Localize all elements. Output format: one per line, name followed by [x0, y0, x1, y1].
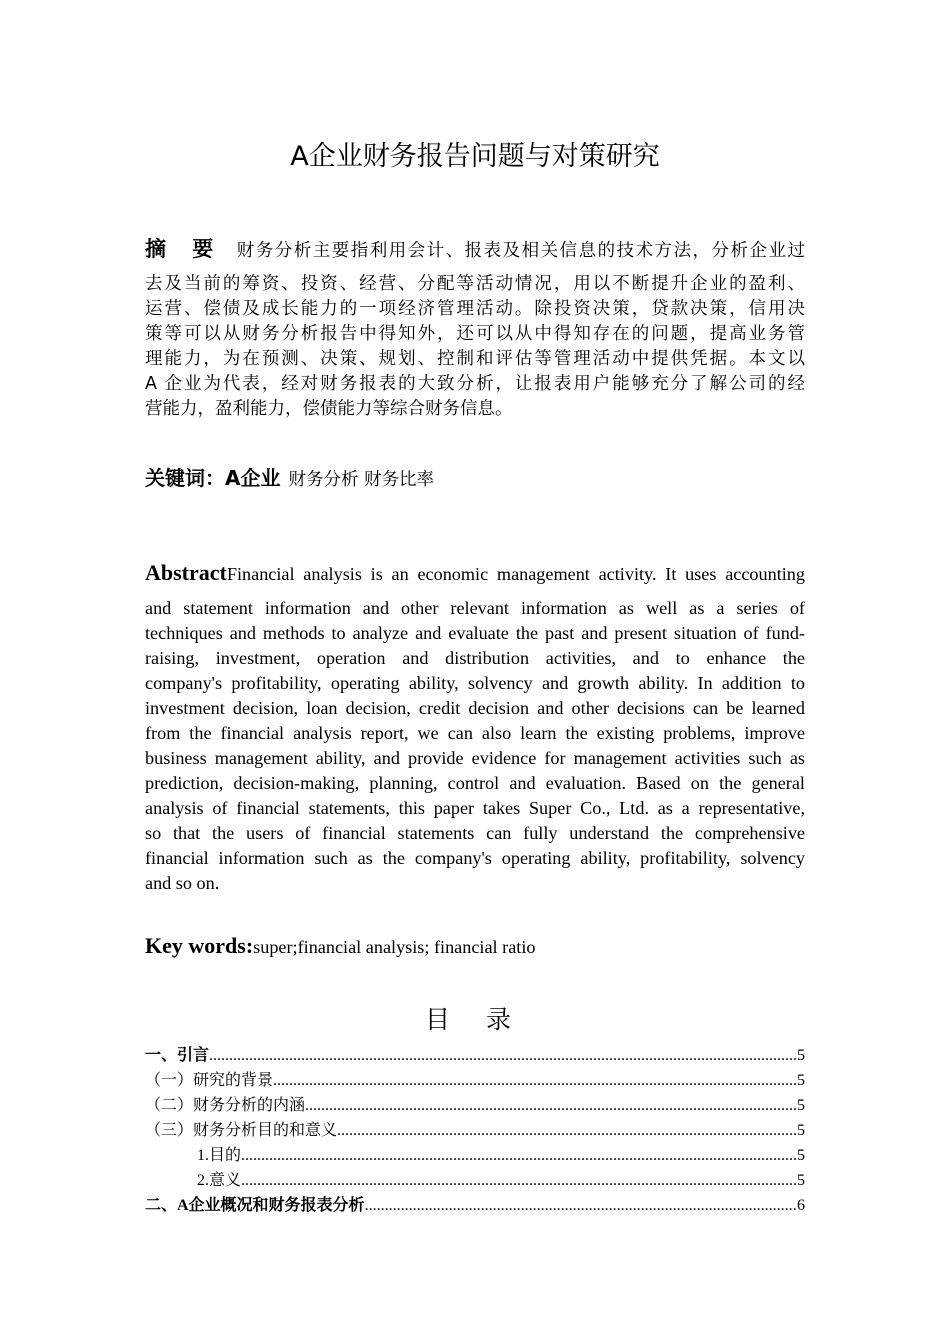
- abstract-cn-line: 摘 要 财务分析主要指利用会计、报表及相关信息的技术方法，分析企业过: [145, 237, 806, 261]
- toc-leader: [365, 1193, 797, 1218]
- abstract-en-line: raising, investment, operation and distribution activities, and to enhance the: [145, 648, 805, 668]
- toc-entry[interactable]: 二、A企业概况和财务报表分析 ..... 6: [145, 1193, 805, 1218]
- abstract-en-heading: Abstract: [145, 560, 227, 585]
- toc-leader: [241, 1168, 797, 1193]
- toc-page: 5: [797, 1097, 805, 1114]
- abstract-en-line: investment decision, loan decision, credit decision and other decisions can be learned: [145, 698, 805, 718]
- keywords-en-value: super;financial analysis; financial ratio: [253, 937, 536, 957]
- toc-entry[interactable]: 2.意义 ..... 5: [145, 1168, 805, 1193]
- toc-leader: [337, 1118, 797, 1143]
- abstract-cn: [145, 237, 805, 422]
- abstract-cn-line: A 企业为代表，经对财务报表的大致分析，让报表用户能够充分了解公司的经: [145, 374, 805, 394]
- toc-entry[interactable]: （一）研究的背景 ..... 5: [145, 1068, 805, 1093]
- toc-entry[interactable]: 一、引言 ..... 5: [145, 1043, 805, 1068]
- document-title: A企业财务报告问题与对策研究: [290, 141, 660, 172]
- abstract-en-line: prediction, decision-making, planning, control and evaluation. Based on the general: [145, 773, 805, 793]
- abstract-cn-line: 策等可以从财务分析报告中得知外，还可以从中得知存在的问题，提高业务管: [145, 324, 805, 344]
- toc-entry[interactable]: （三）财务分析目的和意义 ..... 5: [145, 1118, 805, 1143]
- toc-page: 5: [797, 1147, 805, 1164]
- abstract-en-line: from the financial analysis report, we can also learn the existing problems, improve: [145, 723, 805, 743]
- abstract-cn-line: 运营、偿债及成长能力的一项经济管理活动。除投资决策，贷款决策，信用决: [145, 299, 805, 319]
- toc-page: 5: [797, 1172, 805, 1189]
- abstract-en-line: so that the users of financial statements can fully understand the comprehensive: [145, 823, 805, 843]
- abstract-cn-line: 营能力，盈利能力，偿债能力等综合财务信息。: [145, 399, 513, 419]
- toc-leader: [273, 1068, 797, 1093]
- toc-page: 6: [797, 1197, 805, 1214]
- keywords-cn-rest: 财务分析 财务比率: [288, 470, 435, 490]
- keywords-cn-label: 关键词：: [145, 466, 225, 490]
- abstract-en-line: and so on.: [145, 873, 220, 893]
- abstract-en-line: techniques and methods to analyze and evaluate the past and present situation of fund-: [145, 623, 805, 643]
- toc-leader: [209, 1043, 797, 1068]
- toc-title: 目 录: [425, 1005, 525, 1034]
- abstract-en-line: AbstractFinancial analysis is an economic management activity. It uses accounting: [145, 560, 805, 585]
- abstract-en-line: and statement information and other relevant information as well as a series of: [145, 598, 805, 618]
- keywords-cn: [145, 462, 805, 491]
- toc-leader: [241, 1143, 797, 1168]
- toc-entry[interactable]: （二）财务分析的内涵 ..... 5: [145, 1093, 805, 1118]
- table-of-contents: [145, 1043, 805, 1218]
- toc-page: 5: [797, 1047, 805, 1064]
- toc-page: 5: [797, 1122, 805, 1139]
- abstract-en-line: financial information such as the company's operating ability, profitability, solvency: [145, 848, 805, 868]
- toc-entry[interactable]: 1.目的 ..... 5: [145, 1143, 805, 1168]
- abstract-cn-line: 理能力，为在预测、决策、规划、控制和评估等管理活动中提供凭据。本文以: [145, 349, 805, 369]
- abstract-en-line: company's profitability, operating ability, solvency and growth ability. In addition to: [145, 673, 805, 693]
- abstract-en-line: analysis of financial statements, this paper takes Super Co., Ltd. as a representative,: [145, 798, 805, 818]
- abstract-cn-line: 去及当前的筹资、投资、经营、分配等活动情况，用以不断提升企业的盈利、: [145, 274, 805, 294]
- toc-leader: [305, 1093, 797, 1118]
- toc-page: 5: [797, 1072, 805, 1089]
- keywords-en: [145, 933, 805, 959]
- abstract-cn-heading: 摘 要: [145, 237, 223, 261]
- keywords-cn-first: A企业: [225, 466, 281, 490]
- abstract-en: [145, 560, 805, 896]
- abstract-en-line: business management ability, and provide evidence for management activities such as: [145, 748, 805, 768]
- keywords-en-label: Key words:: [145, 933, 254, 958]
